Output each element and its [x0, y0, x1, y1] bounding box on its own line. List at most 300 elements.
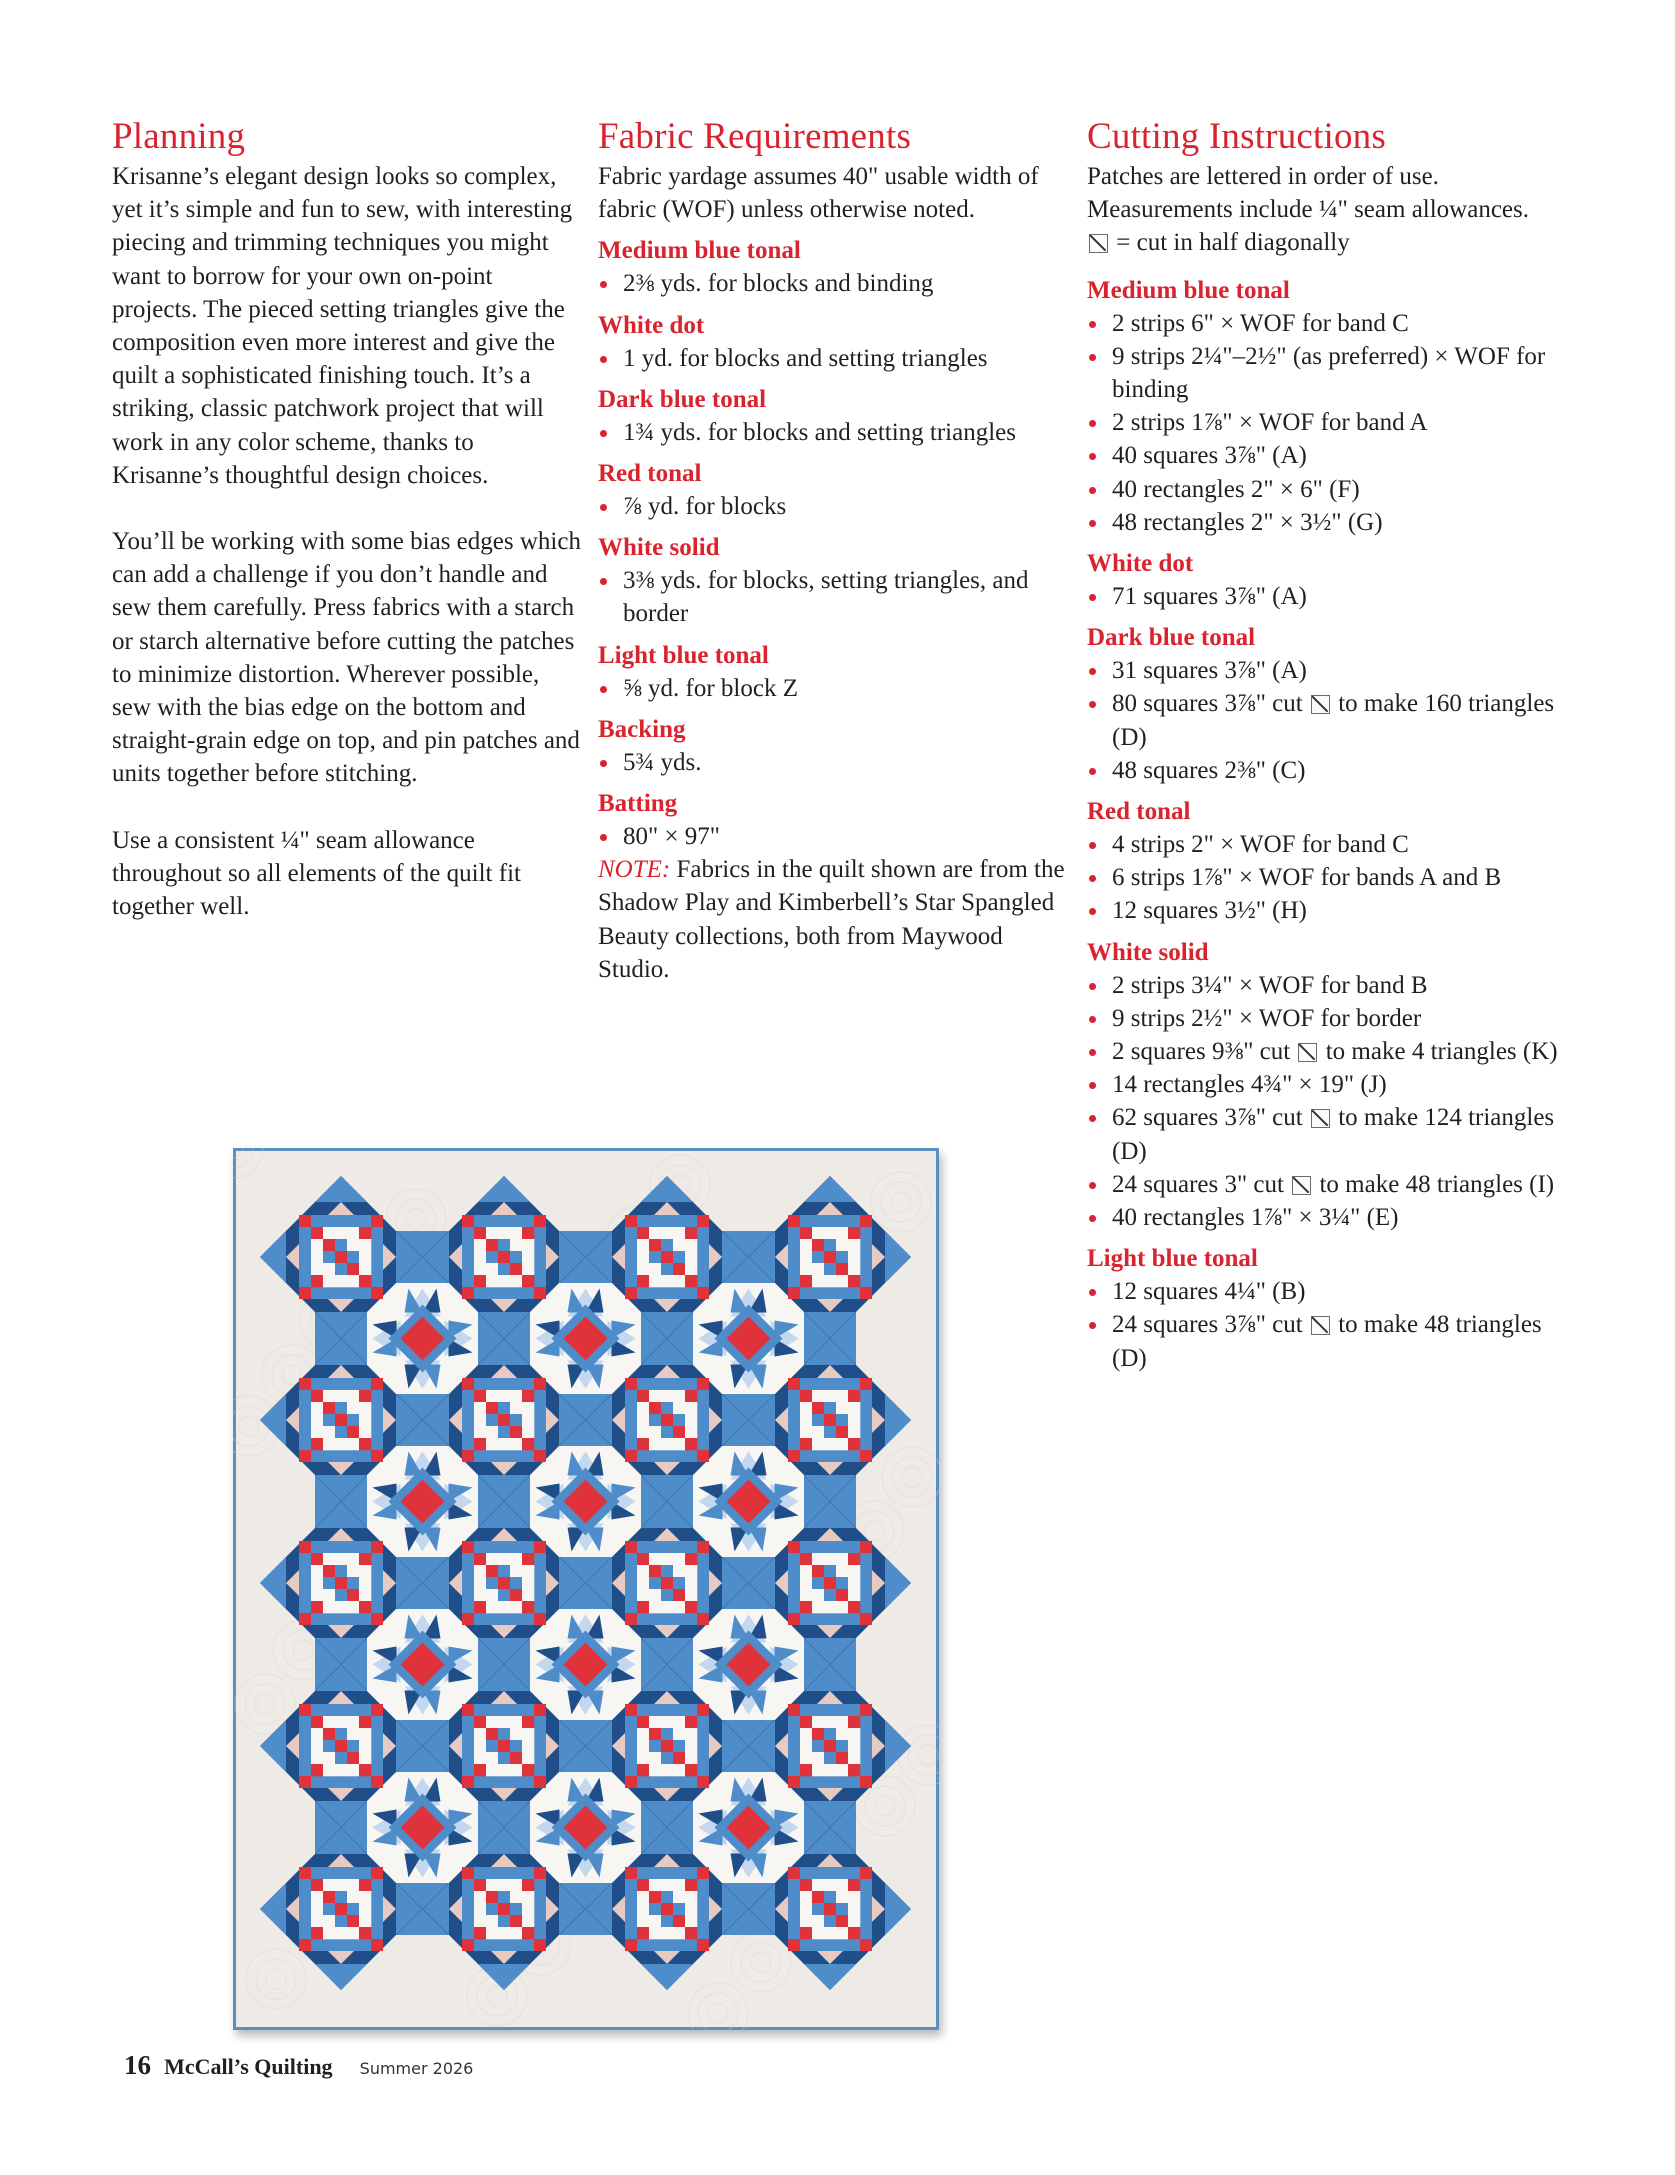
nine-patch-cell	[649, 1601, 661, 1613]
planning-paragraph-3: Use a consistent ¼" seam allowance throughout so all elements of the quilt fit together well.	[112, 826, 521, 921]
cutting-item-text: 40 rectangles 1⅞" × 3¼" (E)	[1112, 1204, 1399, 1232]
fabric-item-text: 2⅜ yds. for blocks and binding	[623, 270, 934, 298]
nine-patch-cell	[649, 1263, 661, 1275]
nine-patch-cell	[323, 1752, 335, 1764]
fabric-item-text: ⅞ yd. for blocks	[623, 493, 787, 521]
nine-patch-cell	[510, 1402, 522, 1414]
red-corner	[625, 1776, 637, 1788]
nine-patch-cell	[347, 1239, 359, 1251]
fabric-item-text: 1¾ yds. for blocks and setting triangles	[623, 418, 1016, 446]
nine-patch-cell	[848, 1752, 860, 1764]
nine-patch-cell	[685, 1740, 697, 1752]
nine-patch-cell	[486, 1402, 498, 1414]
nine-patch-cell	[510, 1740, 522, 1752]
cut-diagonal-icon	[1311, 1109, 1330, 1128]
cutting-group-heading: Light blue tonal	[1087, 1245, 1258, 1273]
nine-patch-cell	[836, 1752, 848, 1764]
nine-patch-cell	[498, 1589, 510, 1601]
red-corner	[371, 1704, 383, 1716]
nine-patch-cell	[848, 1402, 860, 1414]
nine-patch-cell	[323, 1553, 335, 1565]
nine-patch-cell	[824, 1263, 836, 1275]
cutting-item	[1087, 406, 1567, 439]
nine-patch-cell	[498, 1891, 510, 1903]
fabric-item	[598, 416, 1068, 449]
nine-patch-cell	[486, 1251, 498, 1263]
red-corner	[697, 1215, 709, 1227]
cutting-item	[1087, 1201, 1567, 1234]
nine-patch-cell	[359, 1728, 371, 1740]
nine-patch-cell	[311, 1927, 323, 1939]
nine-patch-cell	[522, 1227, 534, 1239]
nine-patch-cell	[522, 1601, 534, 1613]
cutting-intro: Patches are lettered in order of use. Measurements include ¼" seam allowances.	[1087, 163, 1530, 224]
nine-patch-cell	[522, 1263, 534, 1275]
nine-patch-cell	[661, 1601, 673, 1613]
nine-patch-cell	[848, 1589, 860, 1601]
red-corner	[788, 1450, 800, 1462]
nine-patch-cell	[311, 1553, 323, 1565]
nine-patch-cell	[673, 1601, 685, 1613]
nine-patch-cell	[311, 1752, 323, 1764]
nine-patch-cell	[649, 1752, 661, 1764]
nine-patch-cell	[347, 1764, 359, 1776]
cutting-group-list	[1087, 969, 1567, 1235]
nine-patch-cell	[836, 1716, 848, 1728]
nine-patch-cell	[637, 1879, 649, 1891]
fabric-item	[598, 746, 1068, 779]
nine-patch-cell	[637, 1553, 649, 1565]
nine-patch-cell	[498, 1879, 510, 1891]
cutting-item-text: 9 strips 2½" × WOF for border	[1112, 1004, 1422, 1032]
nine-patch-cell	[661, 1740, 673, 1752]
nine-patch-cell	[848, 1553, 860, 1565]
nine-patch-cell	[323, 1716, 335, 1728]
nine-patch-cell	[323, 1577, 335, 1589]
red-corner	[625, 1704, 637, 1716]
nine-patch-cell	[812, 1903, 824, 1915]
red-corner	[788, 1378, 800, 1390]
fabric-group-heading: White dot	[598, 311, 705, 339]
red-corner	[625, 1613, 637, 1625]
nine-patch-cell	[323, 1414, 335, 1426]
fabric-group-list	[598, 267, 1068, 300]
nine-patch-cell	[335, 1577, 347, 1589]
nine-patch-cell	[335, 1903, 347, 1915]
nine-patch-cell	[510, 1601, 522, 1613]
nine-patch-cell	[800, 1263, 812, 1275]
nine-patch-cell	[812, 1915, 824, 1927]
cutting-item	[1087, 439, 1567, 472]
nine-patch-cell	[812, 1402, 824, 1414]
nine-patch-cell	[649, 1414, 661, 1426]
nine-patch-cell	[347, 1426, 359, 1438]
red-corner	[534, 1613, 546, 1625]
bullet-icon	[1089, 983, 1096, 990]
nine-patch-cell	[323, 1879, 335, 1891]
red-corner	[697, 1867, 709, 1879]
nine-patch-cell	[335, 1891, 347, 1903]
cutting-item-text: 2 squares 9⅜" cut	[1112, 1038, 1291, 1066]
nine-patch-cell	[649, 1728, 661, 1740]
nine-patch-cell	[685, 1426, 697, 1438]
nine-patch-cell	[836, 1390, 848, 1402]
red-corner	[371, 1613, 383, 1625]
nine-patch-cell	[335, 1927, 347, 1939]
nine-patch-cell	[510, 1927, 522, 1939]
nine-patch-cell	[323, 1251, 335, 1263]
cutting-instructions-title: Cutting Instructions	[1087, 116, 1386, 157]
nine-patch-cell	[649, 1390, 661, 1402]
cut-diagonal-icon	[1298, 1043, 1317, 1062]
nine-patch-cell	[359, 1764, 371, 1776]
red-corner	[534, 1450, 546, 1462]
bullet-icon	[1089, 668, 1096, 675]
cutting-groups	[1087, 274, 1567, 1375]
nine-patch-cell	[486, 1903, 498, 1915]
bullet-icon	[1089, 1115, 1096, 1122]
cutting-item	[1087, 1035, 1567, 1068]
nine-patch-cell	[848, 1275, 860, 1287]
nine-patch-cell	[848, 1915, 860, 1927]
nine-patch-cell	[836, 1740, 848, 1752]
bullet-icon	[1089, 354, 1096, 361]
nine-patch-cell	[685, 1263, 697, 1275]
nine-patch-cell	[359, 1589, 371, 1601]
red-corner	[625, 1450, 637, 1462]
nine-patch-cell	[661, 1764, 673, 1776]
cutting-instructions-column	[1087, 116, 1567, 1375]
nine-patch-cell	[661, 1879, 673, 1891]
nine-patch-cell	[335, 1239, 347, 1251]
nine-patch-cell	[335, 1402, 347, 1414]
nine-patch-cell	[311, 1577, 323, 1589]
nine-patch-cell	[812, 1589, 824, 1601]
nine-patch-cell	[637, 1402, 649, 1414]
nine-patch-cell	[848, 1927, 860, 1939]
nine-patch-cell	[522, 1553, 534, 1565]
nine-patch-cell	[800, 1565, 812, 1577]
nine-patch-cell	[800, 1903, 812, 1915]
nine-patch-cell	[510, 1565, 522, 1577]
bullet-icon	[1089, 594, 1096, 601]
red-corner	[860, 1541, 872, 1553]
nine-patch-cell	[848, 1577, 860, 1589]
nine-patch-cell	[661, 1716, 673, 1728]
nine-patch-cell	[673, 1879, 685, 1891]
fabric-item-text: 1 yd. for blocks and setting triangles	[623, 344, 988, 372]
nine-patch-cell	[824, 1251, 836, 1263]
red-corner	[371, 1287, 383, 1299]
nine-patch-cell	[510, 1263, 522, 1275]
magazine-name: McCall’s Quilting	[164, 2054, 333, 2079]
nine-patch-cell	[673, 1891, 685, 1903]
fabric-group-list	[598, 342, 1068, 375]
red-corner	[462, 1378, 474, 1390]
bullet-icon	[1089, 453, 1096, 460]
red-corner	[697, 1378, 709, 1390]
nine-patch-cell	[661, 1390, 673, 1402]
nine-patch-cell	[347, 1915, 359, 1927]
nine-patch-cell	[474, 1565, 486, 1577]
nine-patch-cell	[836, 1402, 848, 1414]
nine-patch-cell	[649, 1903, 661, 1915]
cutting-item-text: 24 squares 3" cut	[1112, 1170, 1284, 1198]
red-corner	[462, 1450, 474, 1462]
fabric-group-heading: Light blue tonal	[598, 641, 769, 669]
nine-patch-cell	[510, 1553, 522, 1565]
nine-patch-cell	[335, 1601, 347, 1613]
nine-patch-cell	[498, 1927, 510, 1939]
bullet-icon	[1089, 1016, 1096, 1023]
bullet-icon	[600, 430, 607, 437]
nine-patch-cell	[836, 1589, 848, 1601]
cutting-item	[1087, 307, 1567, 340]
nine-patch-cell	[812, 1927, 824, 1939]
nine-patch-cell	[474, 1553, 486, 1565]
nine-patch-cell	[673, 1915, 685, 1927]
nine-patch-cell	[498, 1390, 510, 1402]
nine-patch-cell	[486, 1879, 498, 1891]
nine-patch-cell	[824, 1227, 836, 1239]
nine-patch-cell	[498, 1553, 510, 1565]
planning-paragraph-2: You’ll be working with some bias edges which can add a challenge if you don’t handle and sew them carefully. Press fabrics with a starch or starch alternative before cutting the patches to minimize distortion. Wherever possible, sew with the bias edge on the bottom and straight-grain edge on top, and pin patches and units together before stitching.	[112, 528, 581, 788]
nine-patch-cell	[673, 1740, 685, 1752]
cutting-item-text: 9 strips 2¼"–2½" (as preferred) × WOF for binding	[1112, 342, 1546, 404]
red-corner	[625, 1867, 637, 1879]
nine-patch-cell	[335, 1553, 347, 1565]
nine-patch-cell	[848, 1227, 860, 1239]
nine-patch-cell	[800, 1275, 812, 1287]
nine-patch-cell	[347, 1728, 359, 1740]
nine-patch-cell	[685, 1764, 697, 1776]
nine-patch-cell	[685, 1239, 697, 1251]
nine-patch-cell	[661, 1438, 673, 1450]
nine-patch-cell	[637, 1903, 649, 1915]
nine-patch-cell	[474, 1577, 486, 1589]
page-footer	[124, 2050, 473, 2090]
nine-patch-cell	[335, 1728, 347, 1740]
nine-patch-cell	[335, 1879, 347, 1891]
nine-patch-cell	[347, 1565, 359, 1577]
nine-patch-cell	[812, 1879, 824, 1891]
nine-patch-cell	[498, 1426, 510, 1438]
nine-patch-cell	[335, 1390, 347, 1402]
nine-patch-cell	[637, 1915, 649, 1927]
nine-patch-cell	[836, 1577, 848, 1589]
nine-patch-cell	[347, 1903, 359, 1915]
nine-patch-cell	[685, 1251, 697, 1263]
nine-patch-cell	[649, 1740, 661, 1752]
cutting-item-text: 80 squares 3⅞" cut	[1112, 690, 1303, 718]
nine-patch-cell	[800, 1553, 812, 1565]
nine-patch-cell	[836, 1263, 848, 1275]
nine-patch-cell	[486, 1891, 498, 1903]
nine-patch-cell	[486, 1589, 498, 1601]
nine-patch-cell	[486, 1438, 498, 1450]
nine-patch-cell	[812, 1239, 824, 1251]
red-corner	[788, 1215, 800, 1227]
cutting-item-text: 2 strips 1⅞" × WOF for band A	[1112, 409, 1428, 437]
nine-patch-cell	[673, 1716, 685, 1728]
nine-patch-cell	[323, 1927, 335, 1939]
nine-patch-cell	[347, 1927, 359, 1939]
nine-patch-cell	[836, 1275, 848, 1287]
nine-patch-cell	[649, 1927, 661, 1939]
nine-patch-cell	[637, 1752, 649, 1764]
cutting-item-text: 24 squares 3⅞" cut	[1112, 1311, 1303, 1339]
nine-patch-cell	[510, 1390, 522, 1402]
nine-patch-cell	[323, 1891, 335, 1903]
nine-patch-cell	[673, 1553, 685, 1565]
nine-patch-cell	[800, 1601, 812, 1613]
nine-patch-cell	[824, 1390, 836, 1402]
nine-patch-cell	[637, 1426, 649, 1438]
cutting-group-list	[1087, 828, 1567, 928]
red-corner	[697, 1541, 709, 1553]
nine-patch-cell	[359, 1227, 371, 1239]
nine-patch-cell	[649, 1891, 661, 1903]
nine-patch-cell	[510, 1915, 522, 1927]
nine-patch-cell	[335, 1263, 347, 1275]
nine-patch-cell	[486, 1275, 498, 1287]
nine-patch-cell	[836, 1879, 848, 1891]
nine-patch-cell	[486, 1601, 498, 1613]
nine-patch-cell	[812, 1728, 824, 1740]
nine-patch-cell	[498, 1239, 510, 1251]
nine-patch-cell	[522, 1402, 534, 1414]
bullet-icon	[600, 760, 607, 767]
red-corner	[697, 1776, 709, 1788]
bullet-icon	[1089, 420, 1096, 427]
nine-patch-cell	[359, 1426, 371, 1438]
nine-patch-cell	[323, 1227, 335, 1239]
nine-patch-cell	[848, 1239, 860, 1251]
nine-patch-cell	[359, 1390, 371, 1402]
nine-patch-cell	[474, 1752, 486, 1764]
nine-patch-cell	[685, 1879, 697, 1891]
bullet-icon	[600, 281, 607, 288]
nine-patch-cell	[685, 1903, 697, 1915]
nine-patch-cell	[673, 1275, 685, 1287]
fabric-item	[598, 820, 1068, 853]
red-corner	[860, 1378, 872, 1390]
nine-patch-cell	[486, 1752, 498, 1764]
fabric-note	[598, 853, 1068, 986]
fabric-item-text: 5¾ yds.	[623, 748, 702, 776]
nine-patch-cell	[323, 1390, 335, 1402]
nine-patch-cell	[649, 1565, 661, 1577]
nine-patch-cell	[800, 1426, 812, 1438]
cutting-item	[1087, 1308, 1567, 1374]
nine-patch-cell	[649, 1879, 661, 1891]
cutting-item-text-continued: to make 160 triangles (D)	[1112, 690, 1555, 751]
nine-patch-cell	[800, 1589, 812, 1601]
nine-patch-cell	[661, 1263, 673, 1275]
nine-patch-cell	[661, 1275, 673, 1287]
nine-patch-cell	[661, 1577, 673, 1589]
nine-patch-cell	[800, 1915, 812, 1927]
cutting-item-text: 48 squares 2⅜" (C)	[1112, 756, 1306, 784]
nine-patch-cell	[311, 1601, 323, 1613]
bullet-icon	[1089, 842, 1096, 849]
nine-patch-cell	[474, 1891, 486, 1903]
nine-patch-cell	[510, 1239, 522, 1251]
nine-patch-cell	[474, 1263, 486, 1275]
nine-patch-cell	[824, 1589, 836, 1601]
nine-patch-cell	[637, 1716, 649, 1728]
nine-patch-cell	[673, 1438, 685, 1450]
cutting-item-text: 40 squares 3⅞" (A)	[1112, 442, 1307, 470]
nine-patch-cell	[661, 1239, 673, 1251]
cutting-item-text: 2 strips 6" × WOF for band C	[1112, 309, 1409, 337]
bullet-icon	[600, 504, 607, 511]
nine-patch-cell	[824, 1716, 836, 1728]
red-corner	[534, 1287, 546, 1299]
nine-patch-cell	[498, 1227, 510, 1239]
nine-patch-cell	[661, 1227, 673, 1239]
nine-patch-cell	[824, 1601, 836, 1613]
nine-patch-cell	[474, 1764, 486, 1776]
nine-patch-cell	[685, 1390, 697, 1402]
red-corner	[788, 1704, 800, 1716]
nine-patch-cell	[347, 1716, 359, 1728]
cutting-item	[1087, 1275, 1567, 1308]
cutting-group-list	[1087, 307, 1567, 539]
nine-patch-cell	[637, 1589, 649, 1601]
nine-patch-cell	[637, 1275, 649, 1287]
quilt-photo	[233, 1148, 939, 2030]
nine-patch-cell	[347, 1402, 359, 1414]
red-corner	[697, 1450, 709, 1462]
nine-patch-cell	[800, 1728, 812, 1740]
nine-patch-cell	[498, 1577, 510, 1589]
nine-patch-cell	[474, 1426, 486, 1438]
nine-patch-cell	[510, 1879, 522, 1891]
fabric-group-list	[598, 490, 1068, 523]
nine-patch-cell	[685, 1402, 697, 1414]
nine-patch-cell	[510, 1251, 522, 1263]
nine-patch-cell	[311, 1239, 323, 1251]
nine-patch-cell	[498, 1764, 510, 1776]
fabric-groups	[598, 234, 1068, 853]
cutting-item-text: 4 strips 2" × WOF for band C	[1112, 831, 1409, 859]
nine-patch-cell	[474, 1227, 486, 1239]
nine-patch-cell	[800, 1577, 812, 1589]
red-corner	[697, 1613, 709, 1625]
nine-patch-cell	[685, 1577, 697, 1589]
nine-patch-cell	[311, 1891, 323, 1903]
nine-patch-cell	[661, 1553, 673, 1565]
nine-patch-cell	[498, 1275, 510, 1287]
nine-patch-cell	[335, 1227, 347, 1239]
nine-patch-cell	[836, 1915, 848, 1927]
red-corner	[860, 1613, 872, 1625]
bullet-icon	[600, 834, 607, 841]
cutting-item-text-continued: to make 124 triangles (D)	[1112, 1104, 1555, 1165]
nine-patch-cell	[673, 1565, 685, 1577]
cutting-item	[1087, 473, 1567, 506]
cutting-item	[1087, 340, 1567, 406]
fabric-item	[598, 490, 1068, 523]
bullet-icon	[1089, 520, 1096, 527]
red-corner	[371, 1541, 383, 1553]
nine-patch-cell	[486, 1915, 498, 1927]
red-corner	[860, 1939, 872, 1951]
nine-patch-cell	[812, 1565, 824, 1577]
nine-patch-cell	[486, 1565, 498, 1577]
nine-patch-cell	[673, 1263, 685, 1275]
